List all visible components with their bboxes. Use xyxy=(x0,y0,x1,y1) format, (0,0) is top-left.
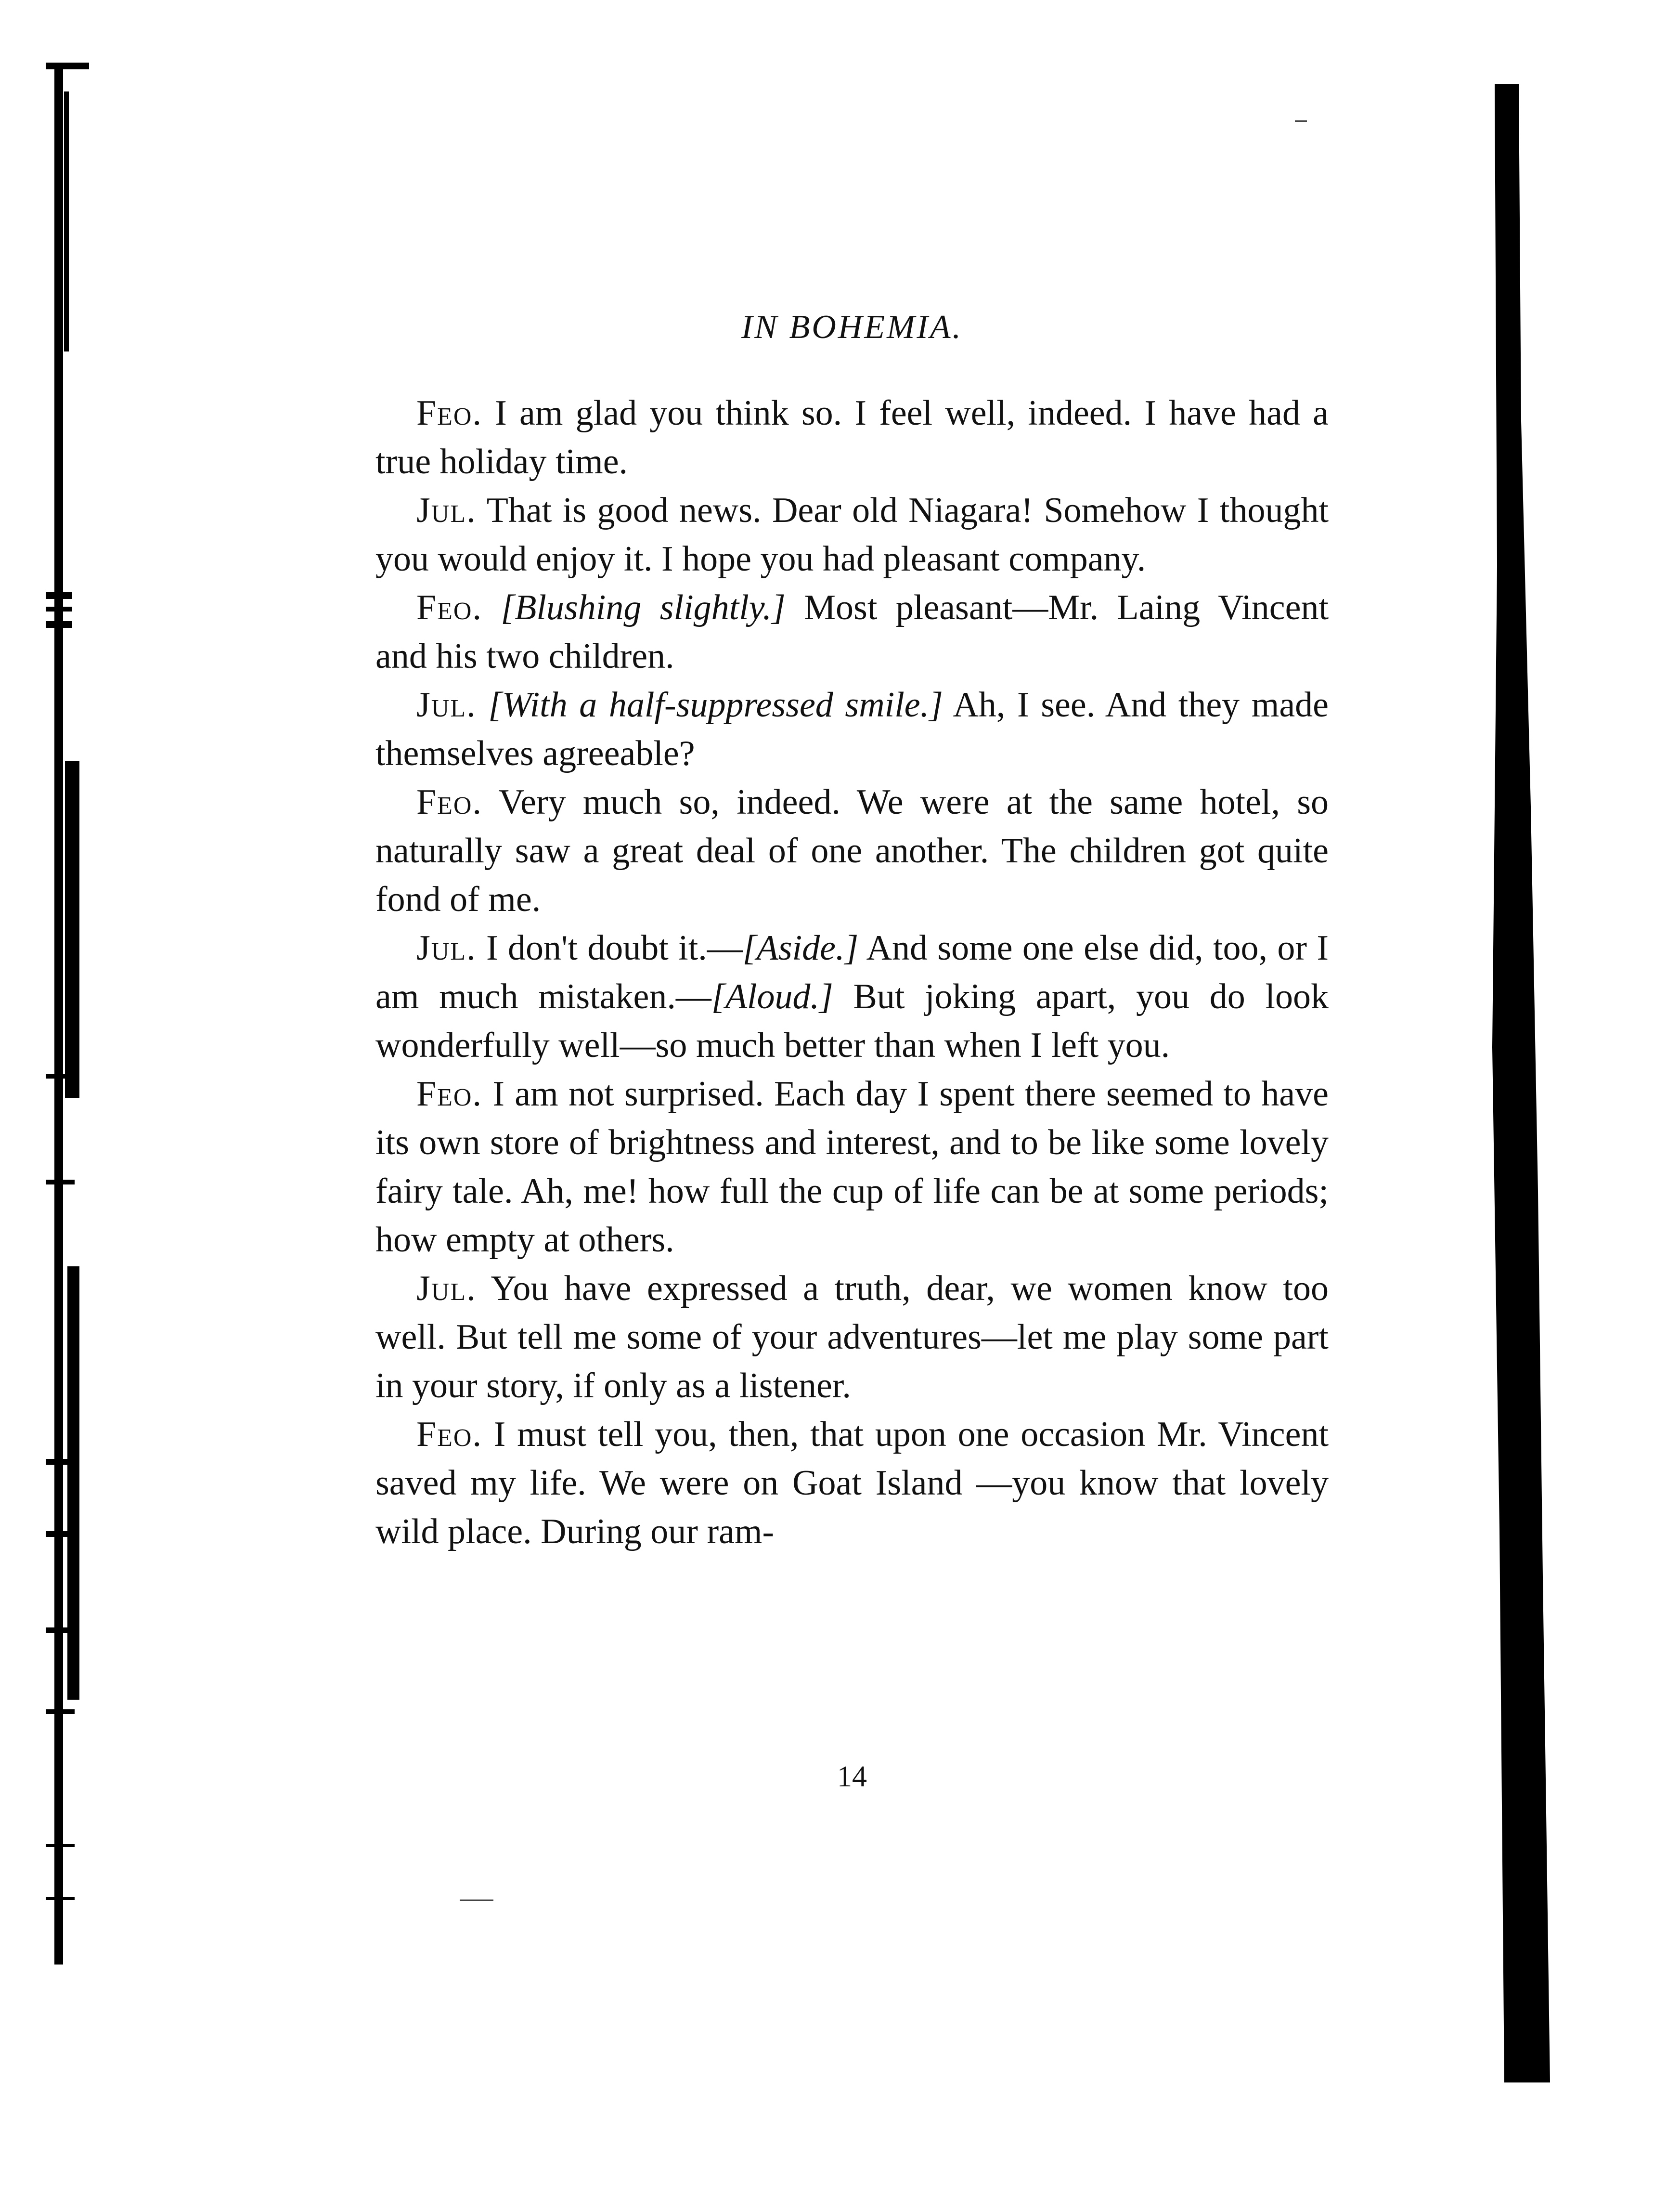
dialogue-text: Ah, I see. And they made themselves agreeable? xyxy=(375,685,1329,773)
stage-direction: [Aloud.] xyxy=(711,977,833,1016)
speaker-name: Feo. xyxy=(416,1415,482,1454)
scan-edge-right xyxy=(1485,84,1567,2107)
dialogue-paragraph xyxy=(375,1070,1329,1264)
dialogue-paragraph xyxy=(375,1410,1329,1556)
dialogue-text: You have expressed a truth, dear, we women know too well. But tell me some of your adventures—let me play some part in your story, if only as a listener. xyxy=(375,1269,1329,1405)
speaker-name: Jul. xyxy=(416,928,477,968)
speaker-name: Feo. xyxy=(416,782,482,822)
dialogue-text: I must tell you, then, that upon one occasion Mr. Vincent saved my life. We were on Goat Island —you know that lovely wild place. During our ram- xyxy=(375,1415,1329,1551)
speaker-name: Jul. xyxy=(416,491,477,530)
dialogue-paragraph xyxy=(375,389,1329,486)
scan-edge-left xyxy=(46,63,118,1965)
dialogue-paragraph xyxy=(375,778,1329,924)
speaker-name: Feo. xyxy=(416,588,482,627)
speaker-name: Jul. xyxy=(416,1269,477,1308)
dialogue-text: And some one else did, too, or I am much mistaken.— xyxy=(375,928,1329,1016)
speaker-name: Jul. xyxy=(416,685,477,725)
dialogue-text: Very much so, indeed. We were at the same hotel, so naturally saw a great deal of one another. The children got quite fond of me. xyxy=(375,782,1329,919)
stage-direction: [Aside.] xyxy=(742,928,859,968)
stage-direction: [Blushing slightly.] xyxy=(501,588,786,627)
running-head: IN BOHEMIA. xyxy=(741,309,963,346)
dialogue-text: Most pleasant—Mr. Laing Vincent and his two children. xyxy=(375,588,1329,676)
dialogue-text: But joking apart, you do look wonderfully well—so much better than when I left you. xyxy=(375,977,1329,1065)
dialogue-paragraph xyxy=(375,584,1329,681)
speaker-name: Feo. xyxy=(416,1074,482,1114)
dialogue-paragraph xyxy=(375,486,1329,584)
dialogue-paragraph xyxy=(375,681,1329,778)
dialogue-paragraph xyxy=(375,1264,1329,1410)
dialogue-text: I am not surprised. Each day I spent there seemed to have its own store of brightness and interest, and to be like some lovely fairy tale. Ah, me! how full the cup of life can be at some periods; how empty at others. xyxy=(375,1074,1329,1260)
stage-direction: [With a half-suppressed smile.] xyxy=(488,685,943,725)
dialogue-text: That is good news. Dear old Niagara! Somehow I thought you would enjoy it. I hope you had pleasant company. xyxy=(375,491,1329,579)
dialogue-text: I am glad you think so. I feel well, indeed. I have had a true holiday time. xyxy=(375,393,1329,481)
page-number: 14 xyxy=(837,1760,867,1793)
dialogue-paragraph xyxy=(375,924,1329,1070)
speaker-name: Feo. xyxy=(416,393,482,433)
play-dialogue xyxy=(375,389,1329,1556)
dialogue-text: I don't doubt it.— xyxy=(476,928,743,968)
book-page xyxy=(375,0,1329,2186)
